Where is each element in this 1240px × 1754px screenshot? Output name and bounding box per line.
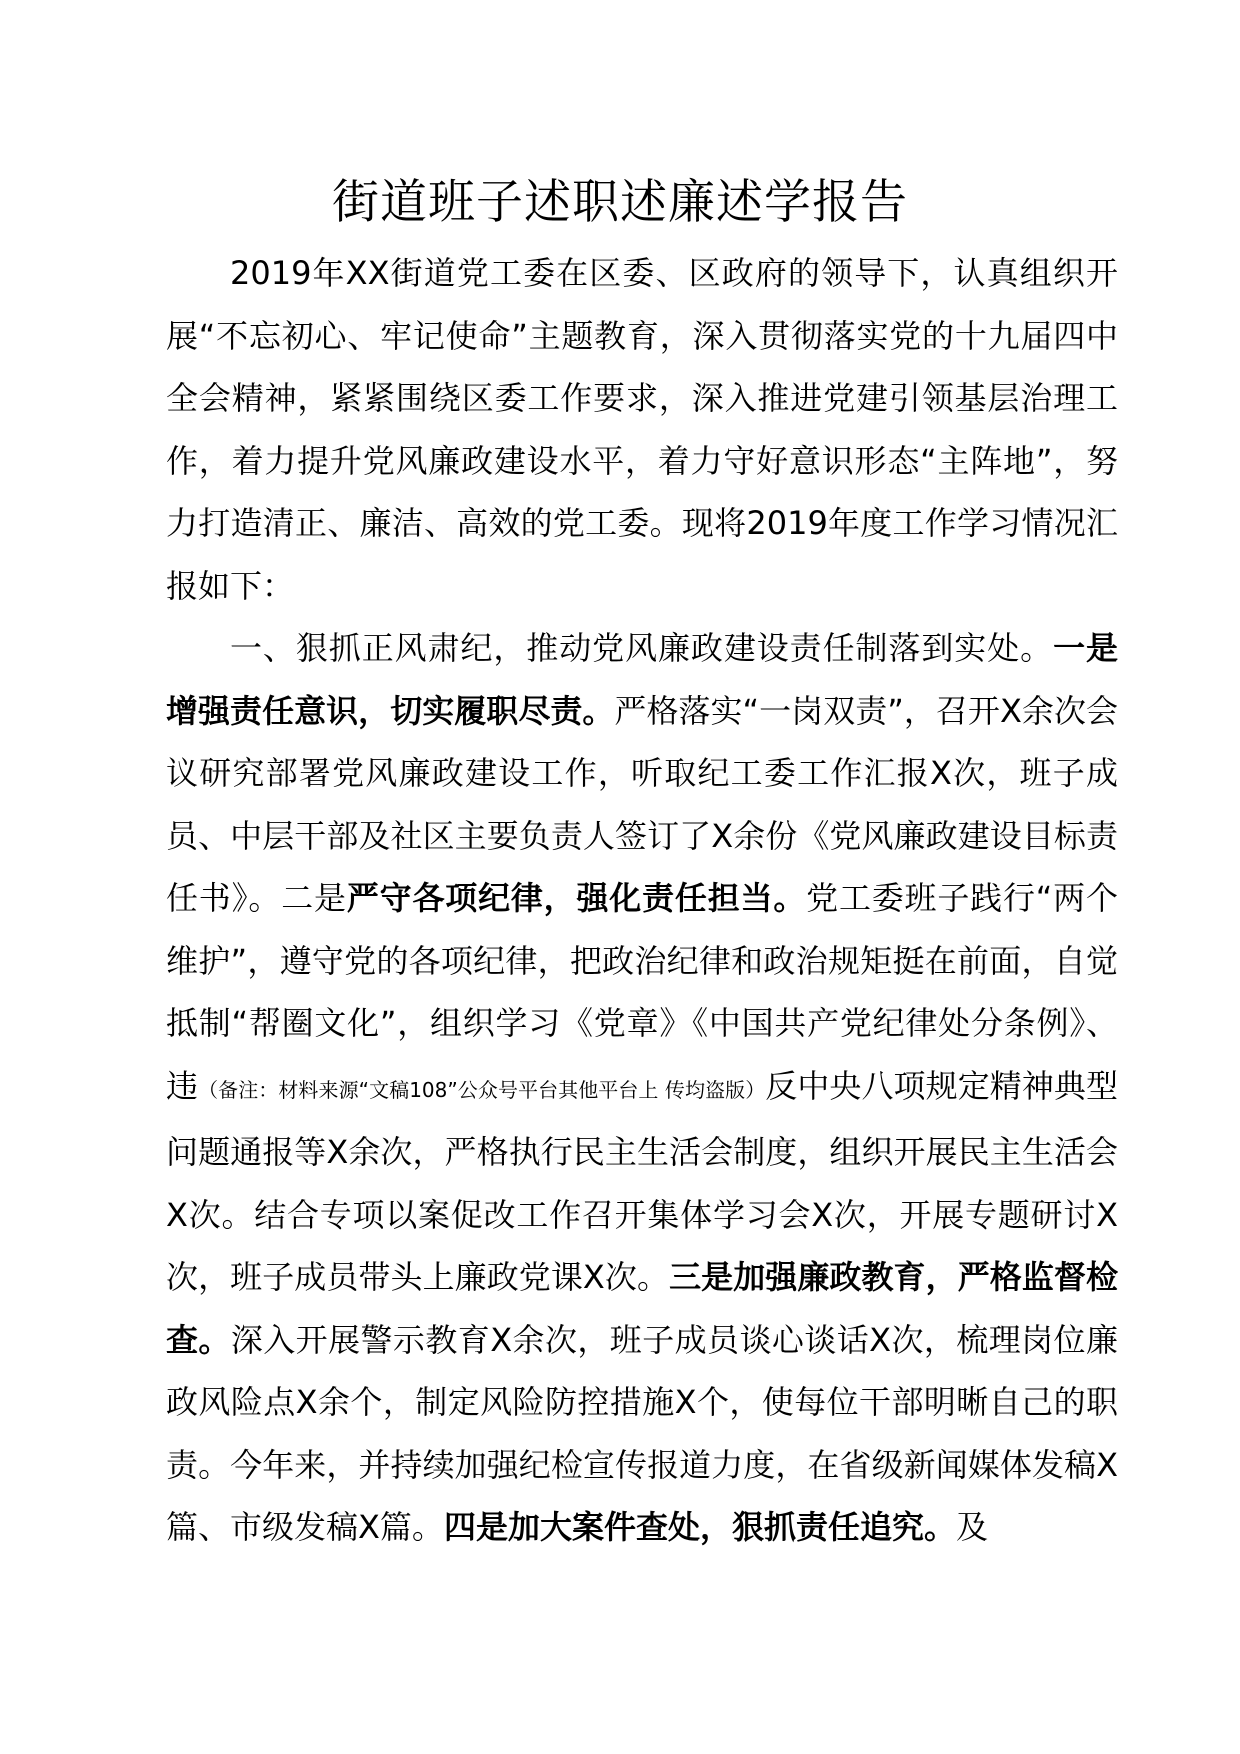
point-two-text-continued: 反中央八项规定精神典型问题通报等X余次，严格执行民主生活会制度，组织开展民主生活会X次。结合专项以案促改工作召开集体学习会X次，开展专题研讨X次，班子成员带头上廉政党课X次。 [166, 1066, 1118, 1296]
point-two-heading: 严守各项纪律，强化责任担当。 [346, 879, 807, 917]
point-one-text: 严格落实“一岗双责”，召开X余次会议研究部署党风廉政建设工作，听取纪工委工作汇报X次，班子成员、中层干部及社区主要负责人签订了X余份《党风廉政建设目标责任书》。二是 [166, 691, 1118, 917]
point-four-heading: 四是加大案件查处，狠抓责任追究。 [443, 1508, 956, 1546]
point-four-text: 及 [955, 1508, 988, 1546]
document-body [166, 242, 1118, 1559]
document-title: 街道班子述职述廉述学报告 [332, 175, 908, 230]
intro-paragraph: 2019年XX街道党工委在区委、区政府的领导下，认真组织开展“不忘初心、牢记使命”主题教育，深入贯彻落实党的十九届四中全会精神，紧紧围绕区委工作要求，深入推进党建引领基层治理工作，着力提升党风廉政建设水平，着力守好意识形态“主阵地”，努力打造清正、廉洁、高效的党工委。现将2019年度工作学习情况汇报如下： [166, 254, 1118, 605]
point-three-text: 深入开展警示教育X余次，班子成员谈心谈话X次，梳理岗位廉政风险点X余个，制定风险防控措施X个，使每位干部明晰自己的职责。今年来，并持续加强纪检宣传报道力度，在省级新闻媒体发稿X篇、市级发稿X篇。 [166, 1320, 1118, 1546]
point-two-text: 党工委班子践行“两个维护”，遵守党的各项纪律，把政治纪律和政治规矩挺在前面，自觉抵制“帮圈文化”，组织学习《党章》《中国共产党纪律处分条例》、违 [166, 879, 1118, 1105]
section-one-paragraph [166, 617, 1118, 1559]
section-one-heading: 一、狠抓正风肃纪，推动党风廉政建设责任制落到实处。 [230, 629, 1054, 667]
point-three-heading: 三是加强廉政教育，严格监督检查。 [166, 1258, 1118, 1359]
point-one-heading: 一是增强责任意识，切实履职尽责。 [166, 629, 1118, 730]
source-note: （备注：材料来源“文稿108”公众号平台其他平台上 传均盗版） [198, 1077, 766, 1102]
